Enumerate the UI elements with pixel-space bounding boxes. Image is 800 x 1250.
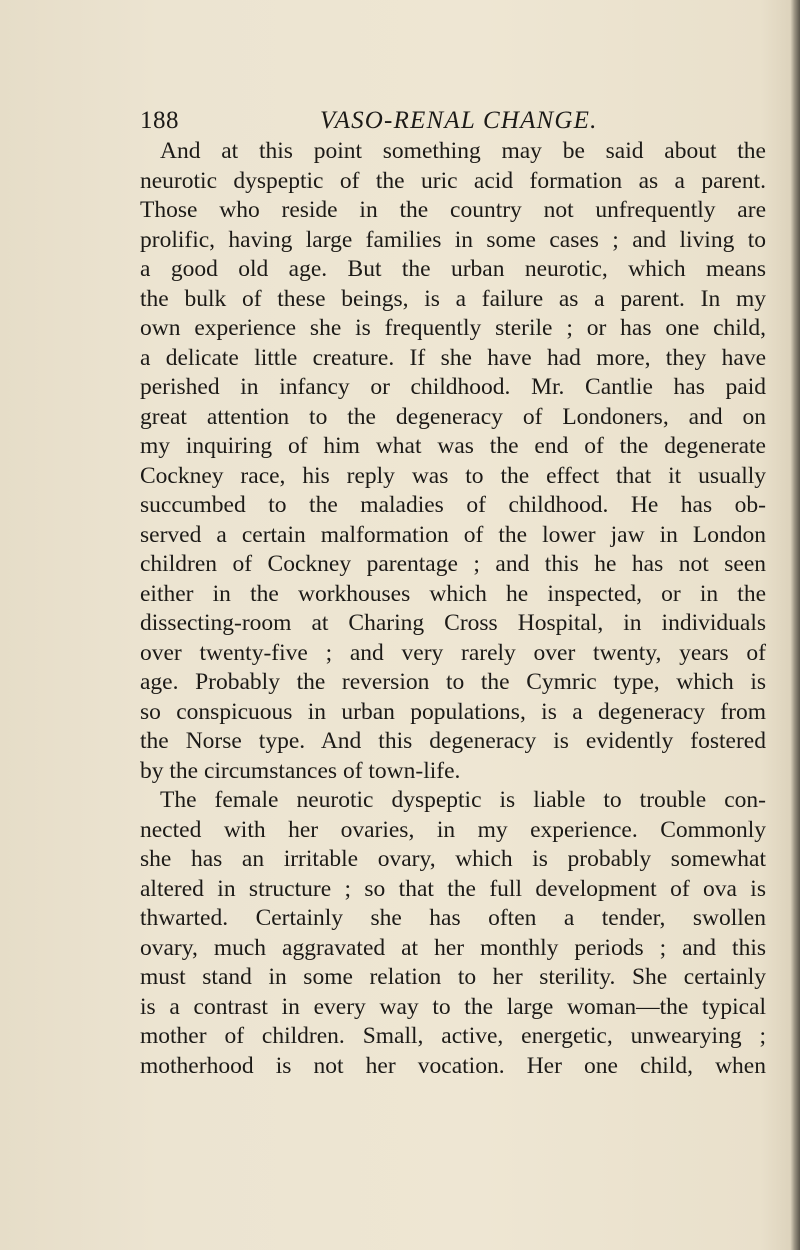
text-line: a delicate little creature. If she have had more, they have [140,344,766,371]
text-line: thwarted. Certainly she has often a tender, swollen [140,905,766,931]
text-line: The female neurotic dyspeptic is liable to trouble con- [160,787,766,813]
text-line: own experience she is frequently sterile ; or has one child, [140,315,766,341]
text-line: great attention to the degeneracy of Londoners, and on [140,403,766,430]
text-line: nected with her ovaries, in my experience. Commonly [140,816,766,843]
text-line: Those who reside in the country not unfrequently are [140,197,766,223]
text-line: prolific, having large families in some cases ; and living to [140,226,766,253]
text-line: she has an irritable ovary, which is probably somewhat [140,846,766,872]
text-line: must stand in some relation to her sterility. She certainly [140,964,766,990]
text-line: altered in structure ; so that the full development of ova is [140,875,766,902]
text-line: is a contrast in every way to the large woman—the typical [140,993,766,1020]
text-line: age. Probably the reversion to the Cymric type, which is [140,669,766,695]
text-line: succumbed to the maladies of childhood. He has ob- [140,492,766,518]
text-line: the bulk of these beings, is a failure as a parent. In my [140,285,766,312]
text-line: the Norse type. And this degeneracy is evidently fostered [140,728,766,754]
text-line: neurotic dyspeptic of the uric acid formation as a parent. [140,167,766,194]
text-line: served a certain malformation of the lower jaw in London [140,521,766,548]
text-line: perished in infancy or childhood. Mr. Cantlie has paid [140,374,766,400]
page-edge [790,0,800,1250]
text-line: so conspicuous in urban populations, is a degeneracy from [140,698,766,725]
text-line: motherhood is not her vocation. Her one child, when [140,1052,766,1079]
body-text [140,137,766,1081]
text-line: And at this point something may be said about the [160,138,766,164]
text-line: over twenty-five ; and very rarely over twenty, years of [140,639,766,666]
text-line: dissecting-room at Charing Cross Hospital, in individuals [140,610,766,636]
text-line: my inquiring of him what was the end of the degenerate [140,433,766,459]
text-line: ovary, much aggravated at her monthly periods ; and this [140,934,766,961]
text-line: Cockney race, his reply was to the effect that it usually [140,462,766,489]
text-line: mother of children. Small, active, energetic, unwearying ; [140,1023,766,1049]
running-head: VASO-RENAL CHANGE. [320,107,598,134]
text-line: either in the workhouses which he inspected, or in the [140,580,766,607]
text-line: children of Cockney parentage ; and this he has not seen [140,551,766,577]
text-line: by the circumstances of town-life. [140,757,461,784]
text-line: a good old age. But the urban neurotic, which means [140,256,766,282]
page-header [140,107,640,141]
page-number: 188 [140,107,179,134]
